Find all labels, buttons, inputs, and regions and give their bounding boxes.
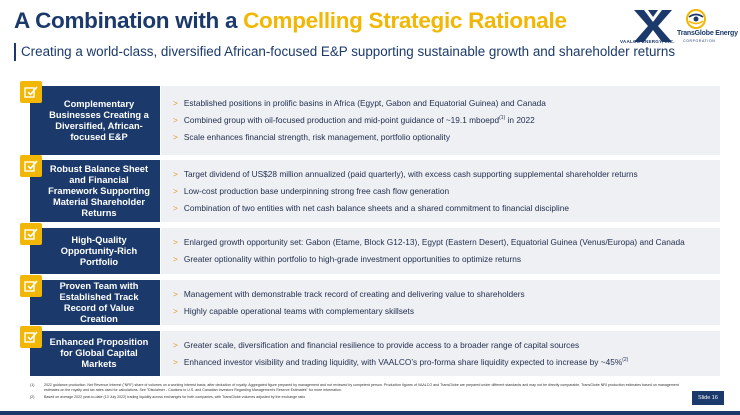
footnote: (1) 2022 guidance production. Net Revenue Interest ("NRI") share of volumes on a working interest basis, after deduction of royalty. Aggregated figure prepared by management and not reviewed by competent person. Production figures of VAALCO and TransGlobe are prepared under different standards and may not be directly comparable. TransGlobe NRI production estimates based on management estimates on the royalty and tax rates used for calculations. See "Disclaimer - Cautions to U.S. and Canadian Investors Regarding Management's Reserve Estimates" for more information.: [30, 383, 679, 392]
checkbox-icon: [20, 81, 42, 103]
rationale-details: [161, 228, 720, 274]
vaalco-logo-text: VAALCO ENERGY, INC.: [620, 39, 675, 44]
bullet-item: > Enhanced investor visibility and trading liquidity, with VAALCO’s pro-forma share liquidity expected to increase by ~45%$^{(2)}$: [173, 356, 629, 367]
rationale-label: Robust Balance Sheet and Financial Framework Supporting Material Shareholder Returns: [30, 160, 160, 222]
checkbox-icon: [20, 275, 42, 297]
page-subtitle: Creating a world-class, diversified African-focused E&P supporting sustainable growth and shareholder returns: [21, 44, 676, 59]
title-accent: Compelling Strategic Rationale: [243, 8, 567, 33]
title-main: A Combination with a: [14, 8, 244, 33]
bullet-item: > Established positions in prolific basins in Africa (Egypt, Gabon and Equatorial Guinea) and Canada: [173, 98, 546, 108]
bullet-item: > Combination of two entities with net cash balance sheets and a shared commitment to financial discipline: [173, 202, 569, 213]
bullet-item: > Greater optionality within portfolio to high-grade investment opportunities to optimize returns: [173, 254, 521, 264]
bullet-item: > Greater scale, diversification and financial resilience to provide access to a broader range of capital sources: [173, 339, 580, 350]
rationale-details: [161, 331, 720, 376]
rationale-row-capital-markets: [30, 331, 720, 376]
bullet-item: > Enlarged growth opportunity set: Gabon (Etame, Block G12-13), Egypt (Eastern Desert), Equatorial Guinea (Venus/Europa) and Canada: [173, 237, 685, 247]
footnote: (2) Based on average 2022 year-to-date (13 July 2022) trading liquidity across exchanges for both companies, with TransGlobe volumes adjusted by the exchange ratio: [30, 395, 306, 399]
slide-number: Slide 16: [692, 391, 724, 405]
bullet-item: > Highly capable operational teams with complementary skillsets: [173, 305, 414, 316]
page-title: [14, 8, 567, 34]
rationale-label: High-Quality Opportunity-Rich Portfolio: [30, 228, 160, 274]
rationale-row-balance-sheet: [30, 160, 720, 222]
bullet-item: > Target dividend of US$28 million annualized (paid quarterly), with excess cash supporting supplemental shareholder returns: [173, 168, 638, 179]
bullet-item: > Low-cost production base underpinning strong free cash flow generation: [173, 185, 450, 196]
rationale-details: [161, 280, 720, 325]
transglobe-logo-name: TransGlobe Energy: [677, 30, 738, 37]
rationale-label: Proven Team with Established Track Record of Value Creation: [30, 280, 160, 325]
bullet-item: > Scale enhances financial strength, risk management, portfolio optionality: [173, 132, 450, 142]
bullet-item: > Management with demonstrable track record of creating and delivering value to shareholders: [173, 288, 525, 299]
footnotes: [30, 383, 690, 402]
rationale-label: Complementary Businesses Creating a Diversified, African-focused E&P: [30, 86, 160, 155]
checkbox-icon: [20, 155, 42, 177]
transglobe-logo-icon: [685, 8, 707, 30]
rationale-label: Enhanced Proposition for Global Capital Markets: [30, 331, 160, 376]
rationale-row-portfolio: [30, 228, 720, 274]
rationale-row-complementary: [30, 86, 720, 155]
rationale-details: [161, 86, 720, 155]
bullet-item: > Combined group with oil-focused production and mid-point guidance of ~19.1 mboepd$^{(1)}$ in 2022: [173, 115, 535, 125]
checkbox-icon: [20, 326, 42, 348]
subtitle-divider: [14, 43, 16, 61]
rationale-details: [161, 160, 720, 222]
checkbox-icon: [20, 223, 42, 245]
transglobe-logo-sub: CORPORATION: [683, 39, 716, 43]
footer-bar: [0, 411, 740, 415]
rationale-row-team: [30, 280, 720, 325]
